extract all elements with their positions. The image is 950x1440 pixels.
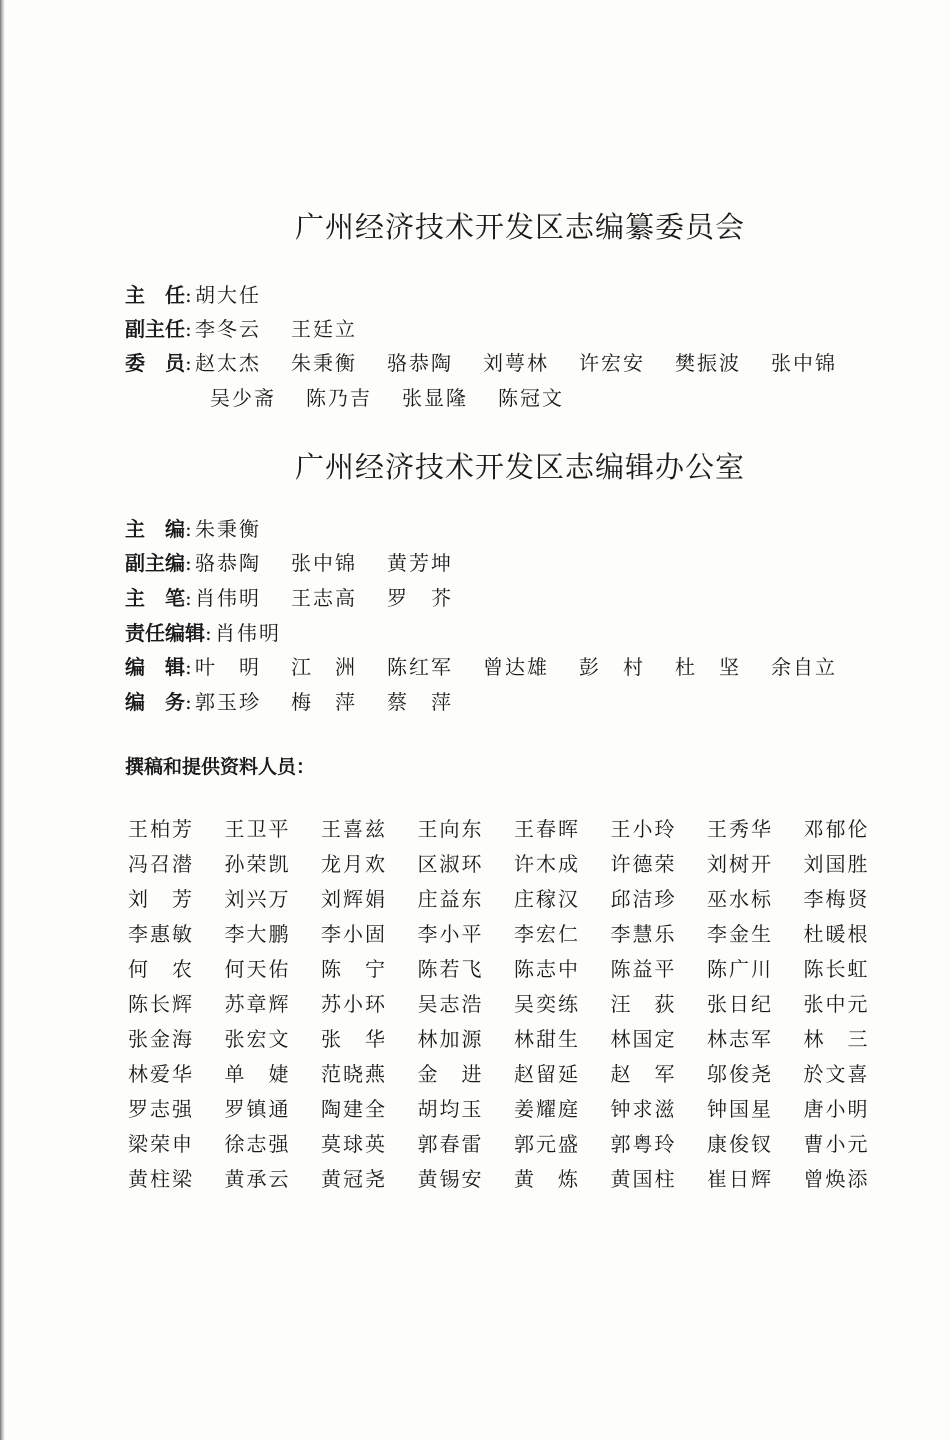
member-name: 许宏安 <box>579 351 645 375</box>
deputy-editor-name: 骆恭陶 <box>195 551 261 575</box>
chief-editor-name: 朱秉衡 <box>195 517 261 541</box>
contributor-name: 陈广川 <box>707 957 773 981</box>
deputy-editor-name: 黄芳坤 <box>387 551 453 575</box>
contributor-name: 张 华 <box>321 1027 387 1051</box>
contributor-name: 张日纪 <box>707 992 773 1016</box>
contributor-name: 李宏仁 <box>514 922 580 946</box>
member-name: 赵太杰 <box>195 351 261 375</box>
contributor-name: 邓郁伦 <box>803 817 870 841</box>
contributor-name: 王向东 <box>417 817 484 841</box>
chief-editor-row: 主 编: 朱秉衡 <box>125 512 291 546</box>
member-name: 吴少斋 <box>210 386 276 410</box>
contributor-name: 刘国胜 <box>803 852 870 876</box>
contributor-row <box>128 917 908 952</box>
office-title: 广州经济技术开发区志编辑办公室 <box>294 450 745 484</box>
affairs-name: 梅 萍 <box>291 690 357 714</box>
deputy-editor-label: 副主编 <box>125 551 185 575</box>
contributor-name: 赵留延 <box>514 1062 580 1086</box>
contributor-name: 钟求滋 <box>610 1097 677 1121</box>
affairs-label: 编 务 <box>125 690 185 714</box>
contributor-name: 陈长虹 <box>803 957 870 981</box>
member-name: 陈乃吉 <box>306 386 372 410</box>
deputy-name: 王廷立 <box>291 317 357 341</box>
contributor-name: 张宏文 <box>224 1027 291 1051</box>
contributor-name: 黄锡安 <box>417 1167 484 1191</box>
contributor-name: 郭春雷 <box>417 1132 484 1156</box>
contributor-name: 曾焕添 <box>803 1167 870 1191</box>
contributor-name: 姜耀庭 <box>514 1097 580 1121</box>
committee-members-row-2 <box>210 381 594 415</box>
writer-name: 王志高 <box>291 586 357 610</box>
deputy-name: 李冬云 <box>195 317 261 341</box>
editor-name: 江 洲 <box>291 655 357 679</box>
contributor-name: 王柏芳 <box>128 817 194 841</box>
contributor-name: 苏小环 <box>321 992 387 1016</box>
editor-name: 余自立 <box>771 655 837 679</box>
contributor-name: 刘 芳 <box>128 887 194 911</box>
contributor-name: 李大鹏 <box>224 922 291 946</box>
responsible-editor-name: 肖伟明 <box>215 621 281 645</box>
chief-editor-label: 主 编 <box>125 517 185 541</box>
contributor-name: 曹小元 <box>803 1132 870 1156</box>
contributors-heading: 撰稿和提供资料人员： <box>125 756 316 778</box>
contributor-name: 范晓燕 <box>321 1062 387 1086</box>
contributor-name: 许德荣 <box>610 852 677 876</box>
contributor-name: 邱洁珍 <box>610 887 677 911</box>
member-name: 朱秉衡 <box>291 351 357 375</box>
contributor-name: 康俊钗 <box>707 1132 773 1156</box>
contributor-row <box>128 1092 908 1127</box>
contributor-name: 郭元盛 <box>514 1132 580 1156</box>
contributor-name: 王小玲 <box>610 817 677 841</box>
contributor-name: 张中元 <box>803 992 870 1016</box>
contributor-name: 李小固 <box>321 922 387 946</box>
contributor-name: 庄益东 <box>417 887 484 911</box>
editor-name: 叶 明 <box>195 655 261 679</box>
contributor-name: 王卫平 <box>224 817 291 841</box>
contributor-row <box>128 1162 908 1197</box>
contributor-name: 巫水标 <box>707 887 773 911</box>
member-name: 张中锦 <box>771 351 837 375</box>
contributor-name: 林志军 <box>707 1027 773 1051</box>
director-label: 主 任 <box>125 283 185 307</box>
contributor-row <box>128 882 908 917</box>
committee-title: 广州经济技术开发区志编纂委员会 <box>294 210 745 244</box>
member-name: 刘萼林 <box>483 351 549 375</box>
contributor-name: 於文喜 <box>803 1062 870 1086</box>
committee-deputy-row: 副主任: 李冬云 王廷立 <box>125 312 387 346</box>
contributor-name: 龙月欢 <box>321 852 387 876</box>
contributor-name: 李慧乐 <box>610 922 677 946</box>
contributor-row <box>128 1127 908 1162</box>
contributor-row <box>128 812 908 847</box>
contributor-name: 张金海 <box>128 1027 194 1051</box>
contributor-name: 刘树开 <box>707 852 773 876</box>
contributor-row <box>128 847 908 882</box>
contributor-name: 苏章辉 <box>224 992 291 1016</box>
contributor-name: 杜暖根 <box>803 922 870 946</box>
contributor-name: 赵 军 <box>610 1062 677 1086</box>
contributor-name: 崔日辉 <box>707 1167 773 1191</box>
contributor-name: 吴奕练 <box>514 992 580 1016</box>
affairs-row: 编 务: 郭玉珍 梅 萍 蔡 萍 <box>125 685 483 719</box>
contributor-name: 钟国星 <box>707 1097 773 1121</box>
contributor-name: 王秀华 <box>707 817 773 841</box>
contributor-name: 徐志强 <box>224 1132 291 1156</box>
contributor-name: 林 三 <box>803 1027 870 1051</box>
contributor-row <box>128 952 908 987</box>
committee-director-row: 主 任: 胡大任 <box>125 278 291 312</box>
contributor-name: 区淑环 <box>417 852 484 876</box>
contributor-name: 黄冠尧 <box>321 1167 387 1191</box>
editor-name: 曾达雄 <box>483 655 549 679</box>
contributor-name: 吴志浩 <box>417 992 484 1016</box>
contributor-name: 陈志中 <box>514 957 580 981</box>
contributor-name: 梁荣申 <box>128 1132 194 1156</box>
member-name: 骆恭陶 <box>387 351 453 375</box>
contributor-name: 陈益平 <box>610 957 677 981</box>
contributor-name: 李梅贤 <box>803 887 870 911</box>
contributor-name: 莫球英 <box>321 1132 387 1156</box>
contributor-name: 罗志强 <box>128 1097 194 1121</box>
director-name: 胡大任 <box>195 283 261 307</box>
contributor-name: 郭粤玲 <box>610 1132 677 1156</box>
contributor-name: 单 婕 <box>224 1062 291 1086</box>
writer-name: 肖伟明 <box>195 586 261 610</box>
member-name: 樊振波 <box>675 351 741 375</box>
affairs-name: 蔡 萍 <box>387 690 453 714</box>
contributor-row <box>128 1057 908 1092</box>
responsible-editor-row: 责任编辑: 肖伟明 <box>125 616 311 650</box>
editors-row: 编 辑: 叶 明 江 洲 陈红军 曾达雄 彭 村 杜 坚 余自立 <box>125 650 867 684</box>
editor-name: 彭 村 <box>579 655 645 679</box>
contributor-name: 金 进 <box>417 1062 484 1086</box>
contributor-name: 李小平 <box>417 922 484 946</box>
contributor-name: 孙荣凯 <box>224 852 291 876</box>
contributor-name: 唐小明 <box>803 1097 870 1121</box>
contributor-name: 汪 荻 <box>610 992 677 1016</box>
member-name: 张显隆 <box>402 386 468 410</box>
contributor-name: 李惠敏 <box>128 922 194 946</box>
editors-label: 编 辑 <box>125 655 185 679</box>
writer-row: 主 笔: 肖伟明 王志高 罗 芥 <box>125 581 483 615</box>
contributor-name: 林爱华 <box>128 1062 194 1086</box>
contributor-name: 黄国柱 <box>610 1167 677 1191</box>
contributor-name: 何天佑 <box>224 957 291 981</box>
contributor-name: 陈若飞 <box>417 957 484 981</box>
contributor-name: 林国定 <box>610 1027 677 1051</box>
deputy-editor-row: 副主编: 骆恭陶 张中锦 黄芳坤 <box>125 546 483 580</box>
contributor-name: 罗镇通 <box>224 1097 291 1121</box>
committee-members-row: 委 员: 赵太杰 朱秉衡 骆恭陶 刘萼林 许宏安 樊振波 张中锦 <box>125 346 867 380</box>
contributor-name: 何 农 <box>128 957 194 981</box>
contributor-name: 刘辉娟 <box>321 887 387 911</box>
deputy-label: 副主任 <box>125 317 185 341</box>
contributor-name: 李金生 <box>707 922 773 946</box>
responsible-editor-label: 责任编辑 <box>125 621 205 645</box>
contributor-name: 冯召潜 <box>128 852 194 876</box>
deputy-editor-name: 张中锦 <box>291 551 357 575</box>
contributor-name: 刘兴万 <box>224 887 291 911</box>
contributor-row <box>128 987 908 1022</box>
contributor-name: 王喜兹 <box>321 817 387 841</box>
contributors-grid <box>128 812 908 1197</box>
contributor-name: 黄 炼 <box>514 1167 580 1191</box>
contributor-name: 林加源 <box>417 1027 484 1051</box>
contributor-name: 许木成 <box>514 852 580 876</box>
editor-name: 杜 坚 <box>675 655 741 679</box>
members-label: 委 员 <box>125 351 185 375</box>
contributor-name: 庄稼汉 <box>514 887 580 911</box>
contributor-name: 林甜生 <box>514 1027 580 1051</box>
contributor-name: 陈长辉 <box>128 992 194 1016</box>
contributor-name: 陶建全 <box>321 1097 387 1121</box>
writer-name: 罗 芥 <box>387 586 453 610</box>
editor-name: 陈红军 <box>387 655 453 679</box>
writer-label: 主 笔 <box>125 586 185 610</box>
contributor-name: 胡均玉 <box>417 1097 484 1121</box>
contributor-row <box>128 1022 908 1057</box>
contributor-name: 陈 宁 <box>321 957 387 981</box>
contributor-name: 黄承云 <box>224 1167 291 1191</box>
contributor-name: 黄柱梁 <box>128 1167 194 1191</box>
affairs-name: 郭玉珍 <box>195 690 261 714</box>
member-name: 陈冠文 <box>498 386 564 410</box>
contributor-name: 王春晖 <box>514 817 580 841</box>
contributor-name: 邬俊尧 <box>707 1062 773 1086</box>
